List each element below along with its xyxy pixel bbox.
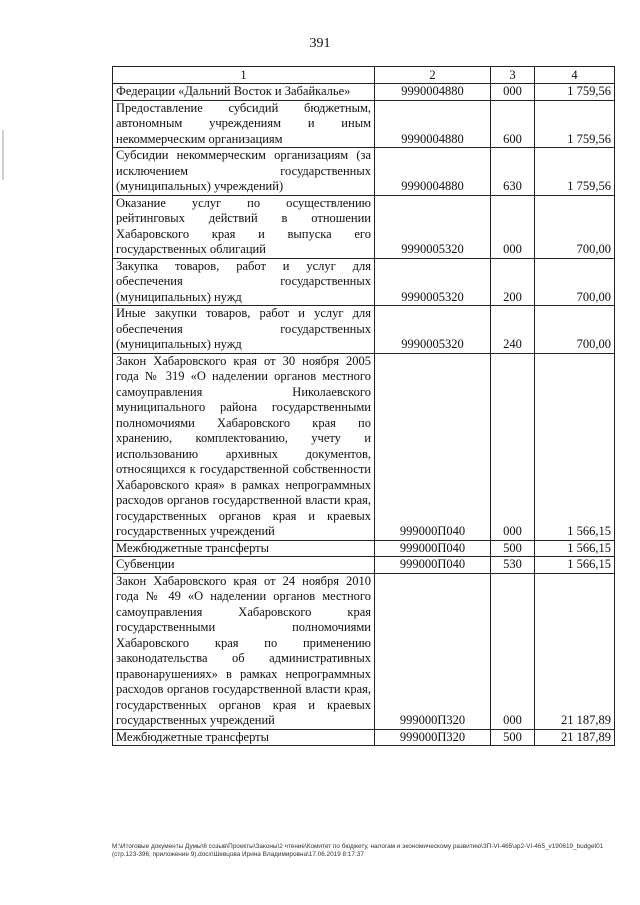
row-name: Субсидии некоммерческим организациям (за исключением государственных (муниципальных) учреждений) <box>113 148 375 196</box>
row-name: Субвенции <box>113 557 375 574</box>
row-name: Межбюджетные трансферты <box>113 540 375 557</box>
row-type: 630 <box>491 148 535 196</box>
row-type: 000 <box>491 195 535 258</box>
row-name: Межбюджетные трансферты <box>113 729 375 746</box>
row-code: 999000П320 <box>375 729 491 746</box>
row-type: 000 <box>491 84 535 101</box>
row-type: 240 <box>491 306 535 354</box>
row-name: Предоставление субсидий бюджетным, автономным учреждениям и иным некоммерческим организациям <box>113 100 375 148</box>
row-code: 9990004880 <box>375 100 491 148</box>
row-type: 500 <box>491 540 535 557</box>
row-amount: 700,00 <box>535 258 615 306</box>
header-cell-amount: 4 <box>535 67 615 84</box>
row-code: 999000П040 <box>375 353 491 540</box>
row-amount: 21 187,89 <box>535 729 615 746</box>
file-path-footer: М:\Итоговые документы Думы\6 созыв\Проекты\Законы\2 чтение\Комитет по бюджету, налогам и экономическому развитию\ЗП-VI-465\зр2-VI-465_v190619_budget01 (стр.123-396, приложение 9).docx\Шевцова Ирина Владимировна\17.06.2019 8:17:37 <box>112 843 604 858</box>
table-row <box>113 573 615 729</box>
row-name: Закон Хабаровского края от 30 ноября 2005 года № 319 «О наделении органов местного самоуправления Николаевского муниципального района государственными полномочиями Хабаровского края по хранению, комплектованию, учету и использованию архивных документов, относящихся к государственной собственности Хабаровского края» в рамках непрограммных расходов органов государственной власти края, государственных органов края и краевых государственных учреждений <box>113 353 375 540</box>
row-code: 9990005320 <box>375 195 491 258</box>
row-amount: 700,00 <box>535 306 615 354</box>
table-row <box>113 729 615 746</box>
row-code: 999000П320 <box>375 573 491 729</box>
row-type: 530 <box>491 557 535 574</box>
table-row <box>113 557 615 574</box>
row-amount: 700,00 <box>535 195 615 258</box>
row-type: 000 <box>491 573 535 729</box>
row-amount: 1 759,56 <box>535 100 615 148</box>
row-code: 9990005320 <box>375 258 491 306</box>
row-name: Закон Хабаровского края от 24 ноября 2010 года № 49 «О наделении органов местного самоуправления Хабаровского края государственными полномочиями Хабаровского края по применению законодательства об административных правонарушениях» в рамках непрограммных расходов органов государственной власти края, государственных органов края и краевых государственных учреждений <box>113 573 375 729</box>
row-code: 999000П040 <box>375 557 491 574</box>
budget-table <box>112 66 615 746</box>
table-row <box>113 258 615 306</box>
row-amount: 21 187,89 <box>535 573 615 729</box>
row-code: 9990004880 <box>375 84 491 101</box>
row-type: 000 <box>491 353 535 540</box>
header-cell-code: 2 <box>375 67 491 84</box>
row-code: 9990004880 <box>375 148 491 196</box>
header-cell-name: 1 <box>113 67 375 84</box>
table-row <box>113 148 615 196</box>
table-row <box>113 306 615 354</box>
table-row <box>113 100 615 148</box>
table-row <box>113 540 615 557</box>
page-number: 391 <box>309 36 331 51</box>
row-code: 999000П040 <box>375 540 491 557</box>
header-cell-type: 3 <box>491 67 535 84</box>
row-amount: 1 759,56 <box>535 84 615 101</box>
table-row <box>113 84 615 101</box>
row-code: 9990005320 <box>375 306 491 354</box>
row-type: 500 <box>491 729 535 746</box>
row-name: Закупка товаров, работ и услуг для обеспечения государственных (муниципальных) нужд <box>113 258 375 306</box>
row-name: Федерации «Дальний Восток и Забайкалье» <box>113 84 375 101</box>
table-header-row <box>113 67 615 84</box>
row-name: Иные закупки товаров, работ и услуг для обеспечения государственных (муниципальных) нужд <box>113 306 375 354</box>
row-name: Оказание услуг по осуществлению рейтинговых действий в отношении Хабаровского края и выпуска его государственных облигаций <box>113 195 375 258</box>
row-amount: 1 566,15 <box>535 540 615 557</box>
row-type: 600 <box>491 100 535 148</box>
row-amount: 1 759,56 <box>535 148 615 196</box>
row-amount: 1 566,15 <box>535 353 615 540</box>
row-amount: 1 566,15 <box>535 557 615 574</box>
table-row <box>113 353 615 540</box>
table-row <box>113 195 615 258</box>
row-type: 200 <box>491 258 535 306</box>
scan-margin-mark <box>2 130 4 180</box>
